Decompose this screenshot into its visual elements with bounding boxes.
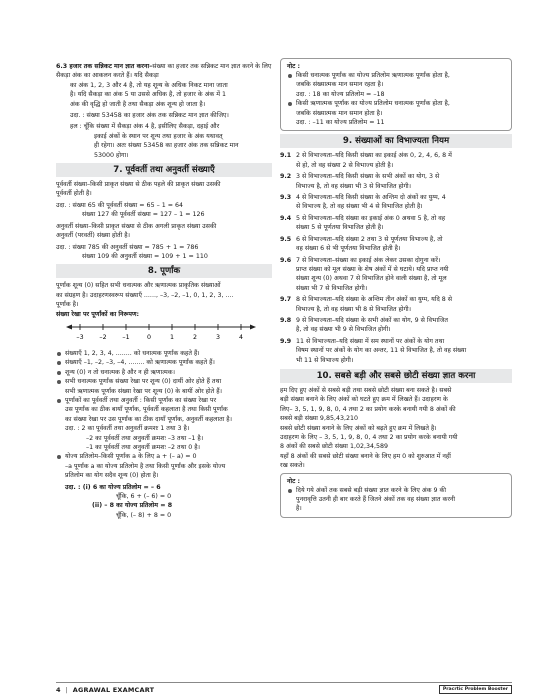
bullet-item: संख्याएँ –1, –2, –3, –4, ........ को ऋणात्मक पूर्णांक कहते हैं।: [56, 358, 272, 367]
rule-item: [280, 295, 512, 314]
example-line: चूँकि, (– 8) + 8 = 0: [116, 511, 172, 519]
rule-number: 9.6: [280, 256, 292, 264]
example-line: –1 का पूर्ववर्ती तथा अनुवर्ती क्रमशः –2 तथा 0 है।: [86, 444, 200, 451]
rule-line: वह संख्या 6 से भी पूर्णतया विभाजित होती है।: [296, 245, 401, 253]
rule-item: [280, 256, 512, 294]
bullet-item: पूर्णांकों का पूर्ववर्ती तथा अनुवर्ती : किसी पूर्णांक का संख्या रेखा पर: [56, 396, 272, 405]
rule-item: [280, 151, 512, 170]
text-line: 8 अंकों की सबसे छोटी संख्या 1,02,34,589: [280, 443, 388, 451]
number-line-title: संख्या रेखा पर पूर्णांकों का निरूपण:: [56, 310, 140, 318]
section-9-heading: 9. संख्याओं का विभाज्यता नियम: [280, 134, 512, 148]
bullet-continued: उस पूर्णांक का ठीक बायाँ पूर्णांक, पूर्ववर्ती कहलाता है तथा किसी पूर्णांक: [65, 406, 228, 414]
bullet-item: संख्याएँ 1, 2, 3, 4, ........ को धनात्मक पूर्णांक कहते हैं।: [56, 349, 272, 358]
number-line-label: 1: [169, 333, 175, 341]
rule-line: भी 11 से विभाज्य होगी।: [296, 356, 354, 364]
bullet-continued: –a पूर्णांक a का योज्य प्रतिलोम है तथा किसी पूर्णांक और इसके योज्य: [65, 462, 226, 470]
rule-line: विषम स्थानों पर अंकों के योग का अन्तर, 11 से विभाजित है, तो वह संख्या: [296, 347, 467, 355]
text-line: सबसे छोटी संख्या बनाने के लिए अंकों को बढ़ते हुए क्रम में लिखते है।: [280, 424, 437, 432]
note-box-largest-number: [280, 473, 512, 518]
rule-line: 6 से विभाज्यता–यदि संख्या 2 तथा 3 से पूर्णतया विभाज्य है, तो: [296, 235, 443, 243]
rule-line: 9 से विभाज्यता–यदि संख्या के सभी अंकों का योग, 9 से विभाजित: [296, 316, 449, 324]
example-line: उदा. : संख्या 65 की पूर्ववर्ती संख्या = 65 – 1 = 64: [56, 201, 184, 209]
rule-item: [280, 214, 512, 233]
section-8-heading: 8. पूर्णांक: [56, 264, 272, 278]
text-line: उदाहरण के लिए – 3, 5, 1, 9, 8, 0, 4 तथा 2 का प्रयोग करके बनायी गयी: [280, 434, 458, 441]
left-column: [56, 62, 272, 520]
rule-body: [296, 193, 512, 212]
bullet-continued: का संख्या रेखा पर उस पूर्णांक का ठीक दायाँ पूर्णांक, अनुवर्ती कहलाता है।: [65, 415, 233, 423]
section-6-3-title: 6.3 हजार तक सन्निकट मान ज्ञात करना–: [56, 63, 153, 70]
footer-separator: |: [65, 685, 68, 694]
example-line: उदा. : 18 का योज्य प्रतिलोम = –18: [296, 90, 385, 98]
rule-line: 8 से विभाज्यता–यदि संख्या के अन्तिम तीन अंकों का युग्म, यदि 8 से: [296, 296, 453, 304]
bullet-continued: सभी ऋणात्मक पूर्णांक संख्या रेखा पर शून्य (0) के बायीं ओर होते हैं।: [65, 387, 222, 395]
rule-body: [296, 151, 512, 170]
example-line: उदा. : संख्या 785 की अनुवर्ती संख्या = 785 + 1 = 786: [56, 243, 199, 251]
rule-body: [296, 172, 512, 191]
bullet-continued: जबकि संख्यात्मक मान समान होता है।: [296, 109, 383, 117]
section-10: [280, 386, 512, 471]
rule-line: 7 से विभाज्यता–संख्या का इकाई अंक लेकर उसका दोगुना करें।: [296, 256, 441, 264]
bullet-item: शून्य (0) न तो धनात्मक है और न ही ऋणात्मक।: [56, 368, 272, 377]
page-footer: [56, 685, 512, 694]
text-line: अनुवर्ती संख्या–किसी प्राकृत संख्या से ठीक अगली प्राकृत संख्या उसकी: [56, 222, 217, 230]
divisibility-rules: [280, 151, 512, 365]
section-8: [56, 281, 272, 520]
rule-number: 9.8: [280, 316, 292, 324]
text-line: बड़ी संख्या बनाने के लिए अंकों को घटते हुए क्रम में लिखते हैं। उदाहरण के: [280, 396, 448, 404]
text-line: सबसे बड़ी संख्या 9,85,43,210: [280, 415, 358, 423]
note-label: नोट :: [287, 63, 301, 70]
rule-body: [296, 337, 512, 365]
number-line: [66, 321, 272, 347]
solution-line: इकाई अंकों के स्थान पर शून्य तथा हजार के अंक यथावत्: [94, 132, 223, 140]
rule-body: [296, 295, 512, 314]
section-10-heading: 10. सबसे बड़ी और सबसे छोटी संख्या ज्ञात करना: [280, 369, 512, 383]
number-line-svg: [66, 321, 256, 343]
number-line-label: 2: [192, 333, 198, 341]
bullet-continued: पुनरावृत्ति उतनी ही बार करते हैं जितने अंकों तक वह संख्या ज्ञात करनी: [296, 496, 456, 504]
rule-line: संख्या भी 7 से विभाजित होगी।: [296, 284, 368, 292]
rule-number: 9.1: [280, 152, 292, 160]
text-line: यहाँ 8 अंकों की सबसे छोटी संख्या बनाने के लिए हम 0 को शुरुआत में नहीं: [280, 452, 451, 460]
text-line: संख्या का हजार तक सन्निकट मान ज्ञात करने के लिए सैकड़ा अंक का आकलन करते हैं। यदि सैकड़ा: [56, 63, 272, 80]
text-line: का संग्रहण है। उदाहरणस्वरूप संख्याएँ ......, –3, –2, –1, 0, 1, 2, 3, ....: [56, 291, 234, 299]
example-line: संख्या 127 की पूर्ववर्ती संख्या = 127 – 1 = 126: [82, 211, 205, 219]
rule-line: 2 से विभाज्यता–यदि किसी संख्या का इकाई अंक 0, 2, 4, 6, 8 में: [296, 152, 452, 160]
text-line: है। यदि सैकड़ा का अंक 5 या उससे अधिक है, तो हजार के अंक में 1: [70, 91, 227, 99]
number-line-label: 3: [215, 333, 221, 341]
example-line: उदा. : संख्या 53458 का हजार अंक तक सन्निकट मान ज्ञात कीजिए।: [70, 112, 229, 120]
example-line: –2 का पूर्ववर्ती तथा अनुवर्ती क्रमशः –3 तथा –1 है।: [86, 434, 204, 442]
text-line: का अंक 1, 2, 3 और 4 है, तो यह शून्य के अधिक निकट माना जाता: [70, 81, 228, 89]
footer-badge: Pracrtic Problem Booster: [439, 685, 512, 694]
text-line: पूर्णांक है।: [56, 301, 79, 309]
solution-line: 53000 होगा।: [94, 151, 129, 159]
rule-body: [296, 256, 512, 294]
rule-line: प्राप्त संख्या को मूल संख्या के शेष अंकों में से घटाये। यदि प्राप्त नयी: [296, 265, 449, 273]
example-line: उदा. : 2 का पूर्ववर्ती तथा अनुवर्ती क्रमशः 1 तथा 3 है।: [65, 425, 190, 433]
rule-line: है, तो वह संख्या भी 9 से विभाजित होगी।: [296, 326, 391, 334]
text-line: पूर्ववर्ती होती है।: [56, 190, 92, 198]
rule-line: से हो, तो वह संख्या 2 से विभाज्य होती है।: [296, 161, 394, 169]
number-line-label: –2: [99, 333, 107, 341]
example-line: संख्या 109 की अनुवर्ती संख्या = 109 + 1 = 110: [82, 252, 208, 260]
note-box-additive-inverse: [280, 58, 512, 131]
rule-body: [296, 316, 512, 335]
text-line: लिए– 3, 5, 1, 9, 8, 0, 4 तथा 2 का प्रयोग करके बनायी गयी 8 अंकों की: [280, 405, 456, 413]
rule-line: 4 से विभाज्यता–यदि किसी संख्या के अन्तिम दो अंकों का युग्म, 4: [296, 194, 446, 202]
rule-number: 9.5: [280, 235, 292, 243]
text-line: हम दिए हुए अंकों से सबसे बड़ी तथा सबसे छोटी संख्या बना सकते है। सबसे: [280, 386, 452, 394]
number-line-label: 4: [238, 333, 244, 341]
example-line: (ii) – 8 का योज्य प्रतिलोम = 8: [92, 502, 173, 510]
rule-line: विभाज्य है, तो वह संख्या भी 3 से विभाजित होगी।: [296, 182, 412, 190]
bullet-item: सभी धनात्मक पूर्णांक संख्या रेखा पर शून्य (0) दायीं ओर होते हैं तथा: [56, 377, 272, 386]
bullet-continued: प्रतिलोम का योग सदैव शून्य (0) होता है।: [65, 472, 159, 480]
solution-line: हल : चूँकि संख्या में सैकड़ा अंक 4 है, इसीलिए सैकड़ा, दहाई और: [70, 123, 220, 131]
bullet-continued: जबकि संख्यात्मक मान समान रहता है।: [296, 81, 384, 89]
rule-line: विभाज्य है, तो वह संख्या भी 8 से विभाजित होगी।: [296, 305, 412, 313]
rule-number: 9.7: [280, 296, 292, 304]
rule-body: [296, 235, 512, 254]
text-line: रख सकते।: [280, 462, 305, 470]
rule-line: संख्या 5 से पूर्णतया विभाजित होती है।: [296, 224, 384, 232]
bullet-item: किसी ऋणात्मक पूर्णांक का योज्य प्रतिलोम धनात्मक पूर्णांक होता है,: [287, 99, 505, 108]
number-line-label: –3: [76, 333, 84, 341]
rule-item: [280, 316, 512, 335]
rule-item: [280, 235, 512, 254]
text-line: अनुवर्ती (परवर्ती) संख्या होती है।: [56, 232, 130, 240]
example-line: उदा. : (i) 6 का योज्य प्रतिलोम = – 6: [65, 483, 161, 491]
number-line-label: –1: [122, 333, 130, 341]
rule-line: से विभाज्य है, तो वह संख्या भी 4 से विभाजित होती है।: [296, 203, 423, 211]
rule-item: [280, 337, 512, 365]
footer-rule: [56, 682, 512, 683]
section-7: [56, 180, 272, 261]
bullet-item: किसी धनात्मक पूर्णांक का योज्य प्रतिलोम ऋणात्मक पूर्णांक होता है,: [287, 71, 505, 80]
solution-line: ही रहेगा। अतः संख्या 53458 का हजार अंक तक सन्निकट मान: [94, 142, 239, 150]
example-line: चूँकि, 6 + (– 6) = 0: [116, 493, 172, 501]
right-column: [280, 62, 512, 521]
rule-item: [280, 193, 512, 212]
rule-number: 9.3: [280, 194, 292, 202]
text-line: पूर्ववर्ती संख्या–किसी प्राकृत संख्या से ठीक पहले की प्राकृत संख्या उसकी: [56, 181, 221, 189]
example-line: उदा. : –11 का योज्य प्रतिलोम = 11: [296, 119, 385, 127]
rule-item: [280, 172, 512, 191]
rule-line: 5 से विभाज्यता–यदि संख्या का इकाई अंक 0 अथवा 5 है, तो वह: [296, 214, 446, 222]
rule-line: 11 से विभाज्यता–यदि संख्या में सम स्थानों पर अंकों के योग तथा: [296, 337, 445, 345]
bullet-continued: है।: [296, 505, 302, 513]
bullet-item: दिये गये अंकों तक सबसे बड़ी संख्या ज्ञात करने के लिए अंक 9 की: [287, 486, 505, 495]
section-7-heading: 7. पूर्ववर्ती तथा अनुवर्ती संख्याएँ: [56, 163, 272, 177]
number-line-label: 0: [146, 333, 152, 341]
rule-number: 9.4: [280, 214, 292, 222]
rule-number: 9.9: [280, 337, 292, 345]
rule-number: 9.2: [280, 173, 292, 181]
rule-line: 3 से विभाज्यता–यदि किसी संख्या के सभी अंकों का योग, 3 से: [296, 173, 440, 181]
rule-line: संख्या शून्य (0) अथवा 7 से विभाजित होने वाली संख्या है, तो मूल: [296, 275, 447, 283]
section-6-3: [56, 62, 272, 160]
text-line: पूर्णांक शून्य (0) सहित सभी धनात्मक और ऋणात्मक प्राकृतिक संख्याओं: [56, 282, 221, 290]
rule-body: [296, 214, 512, 233]
bullet-item: योज्य प्रतिलोम–किसी पूर्णांक a के लिए a + (– a) = 0: [56, 452, 272, 461]
text-line: अंक की वृद्धि हो जाती है तथा सैकड़ा अंक शून्य हो जाता है।: [70, 100, 206, 108]
publisher-brand: AGRAWAL EXAMCART: [72, 685, 155, 694]
note-label: नोट :: [287, 477, 301, 485]
page-number: 4: [56, 685, 61, 694]
